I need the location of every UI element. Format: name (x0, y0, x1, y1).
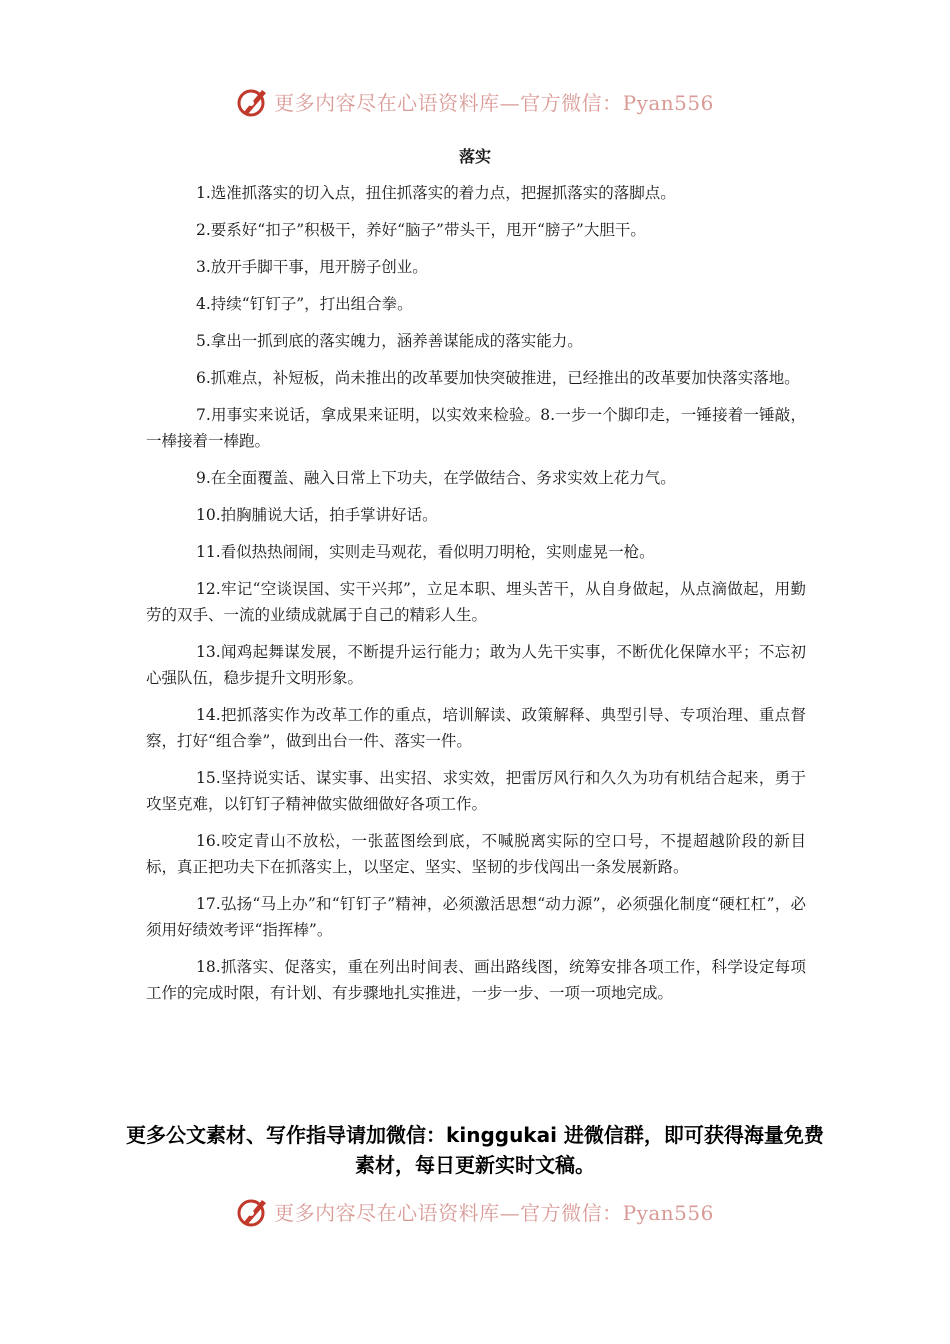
page-title: 落实 (458, 147, 491, 166)
list-item: 13.闻鸡起舞谋发展，不断提升运行能力；敢为人先干实事，不断优化保障水平；不忘初心强队伍，稳步提升文明形象。 (146, 643, 806, 687)
document-body (146, 180, 806, 1017)
list-item: 17.弘扬“马上办”和“钉钉子”精神，必须激活思想“动力源”，必须强化制度“硬杠杠”，必须用好绩效考评“指挥棒”。 (146, 895, 806, 939)
list-item: 5.拿出一抓到底的落实魄力，涵养善谋能成的落实能力。 (196, 332, 583, 350)
list-item: 3.放开手脚干事，甩开膀子创业。 (196, 258, 428, 276)
header-banner (0, 84, 950, 118)
list-item: 7.用事实来说话，拿成果来证明，以实效来检验。8.一步一个脚印走，一锤接着一锤敲，一棒接着一棒跑。 (146, 406, 806, 450)
list-item: 2.要系好“扣子”积极干，养好“脑子”带头干，甩开“膀子”大胆干。 (196, 221, 646, 239)
pen-logo-icon (236, 84, 270, 118)
list-item: 10.拍胸脯说大话，拍手掌讲好话。 (196, 506, 438, 524)
list-item: 9.在全面覆盖、融入日常上下功夫，在学做结合、务求实效上花力气。 (196, 469, 676, 487)
list-item: 6.抓难点，补短板，尚未推出的改革要加快突破推进，已经推出的改革要加快落实落地。 (196, 369, 800, 387)
list-item: 4.持续“钉钉子”，打出组合拳。 (196, 295, 413, 313)
list-item: 12.牢记“空谈误国、实干兴邦”，立足本职、埋头苦干，从自身做起，从点滴做起，用勤劳的双手、一流的业绩成就属于自己的精彩人生。 (146, 580, 806, 624)
footer-banner-text: 更多内容尽在心语资料库—官方微信：Pyan556 (274, 1200, 714, 1225)
header-banner-text: 更多内容尽在心语资料库—官方微信：Pyan556 (274, 90, 714, 115)
footer-banner (0, 1194, 950, 1228)
list-item: 14.把抓落实作为改革工作的重点，培训解读、政策解释、典型引导、专项治理、重点督察，打好“组合拳”，做到出台一件、落实一件。 (146, 706, 806, 750)
list-item: 18.抓落实、促落实，重在列出时间表、画出路线图，统筹安排各项工作，科学设定每项工作的完成时限，有计划、有步骤地扎实推进，一步一步、一项一项地完成。 (146, 958, 806, 1002)
pen-logo-icon (236, 1194, 270, 1228)
footer-note: 更多公文素材、写作指导请加微信：kinggukai 进微信群，即可获得海量免费素材，每日更新实时文稿。 (126, 1123, 824, 1177)
list-item: 16.咬定青山不放松，一张蓝图绘到底，不喊脱离实际的空口号，不提超越阶段的新目标，真正把功夫下在抓落实上，以坚定、坚实、坚韧的步伐闯出一条发展新路。 (146, 832, 806, 876)
list-item: 15.坚持说实话、谋实事、出实招、求实效，把雷厉风行和久久为功有机结合起来，勇于攻坚克难，以钉钉子精神做实做细做好各项工作。 (146, 769, 806, 813)
list-item: 11.看似热热闹闹，实则走马观花，看似明刀明枪，实则虚晃一枪。 (196, 543, 655, 561)
list-item: 1.选准抓落实的切入点，扭住抓落实的着力点，把握抓落实的落脚点。 (196, 184, 676, 202)
